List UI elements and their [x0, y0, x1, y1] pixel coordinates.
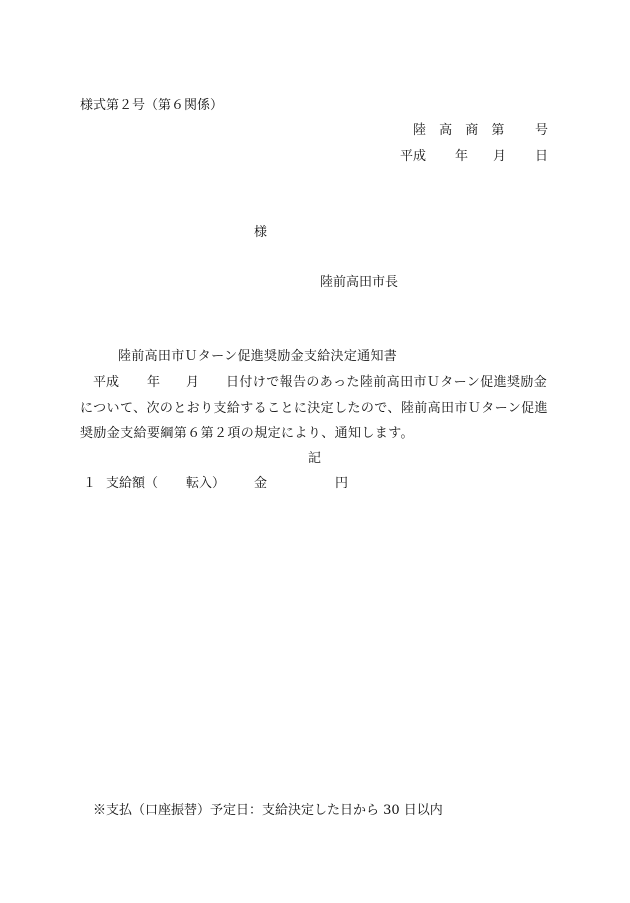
ki-heading: 記 — [308, 451, 322, 466]
body-line-2: について、次のとおり支給することに決定したので、陸前高田市Ｕターン促進 — [80, 401, 548, 416]
issuer-name: 陸前高田市長 — [320, 275, 399, 290]
item-type: 転入） — [186, 476, 226, 491]
body-date-era: 平成 — [93, 375, 120, 390]
document-title: 陸前高田市Ｕターン促進奨励金支給決定通知書 — [118, 349, 398, 364]
item-number: １ — [83, 476, 97, 491]
date-day: 日 — [535, 149, 549, 164]
payment-note: ※支払（口座振替）予定日：支給決定した日から 30 日以内 — [93, 803, 443, 818]
date-era: 平成 — [400, 149, 427, 164]
date-year: 年 — [455, 149, 469, 164]
addressee-honorific: 様 — [254, 225, 268, 240]
body-line-1: 日付けで報告のあった陸前高田市Ｕターン促進奨励金 — [226, 375, 548, 390]
date-month: 月 — [493, 149, 507, 164]
body-date-year: 年 — [147, 375, 161, 390]
body-line-3: 奨励金支給要綱第６第２項の規定により、通知します。 — [80, 426, 414, 441]
item-currency: 金 — [254, 476, 268, 491]
body-date-month: 月 — [186, 375, 200, 390]
item-unit: 円 — [335, 476, 349, 491]
reference-prefix: 陸 高 商 第 — [413, 123, 505, 138]
form-number: 様式第２号（第６関係） — [80, 98, 224, 113]
item-label: 支給額（ — [106, 476, 159, 491]
reference-suffix: 号 — [535, 123, 549, 138]
